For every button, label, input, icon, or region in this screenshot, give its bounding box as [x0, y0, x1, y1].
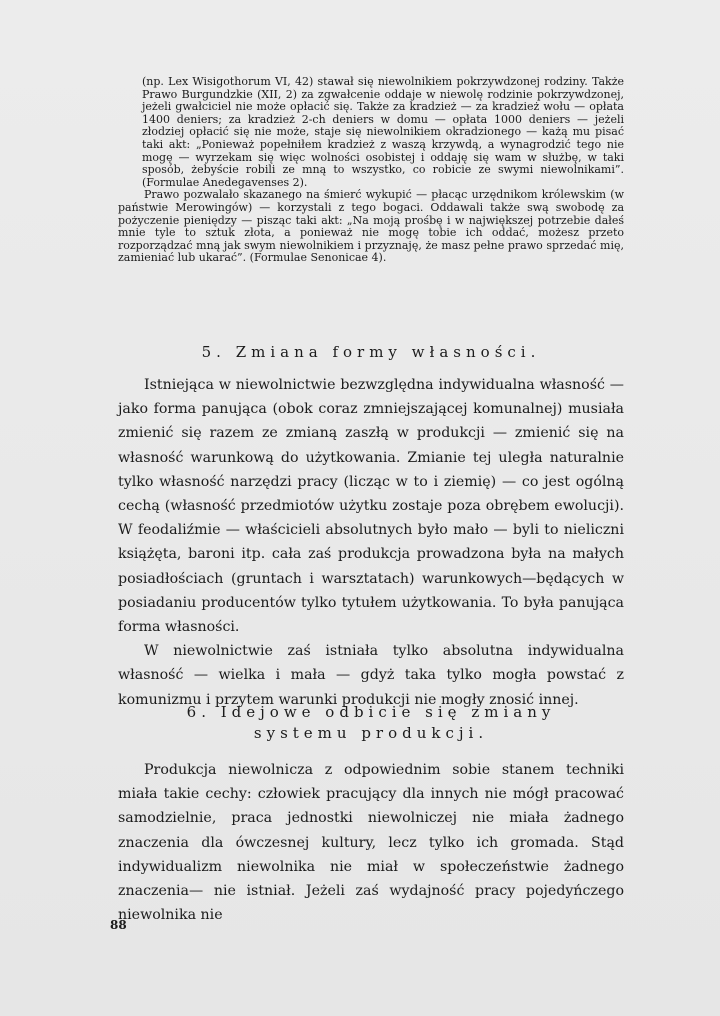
section-5-body — [118, 373, 624, 712]
quote-paragraph-1: (np. Lex Wisigothorum VI, 42) stawał się niewolnikiem pokrzywdzonej rodziny. Także Prawo Burgundzkie (XII, 2) za zgwałcenie oddaje w niewolę rodzinie pokrzywdzonej, jeżeli gwałciciel nie może opłacić się. Także za kradzież — za kradzież wołu — opłata 1400 deniers; za kradzież 2-ch deniers w domu — opłata 1000 deniers — jeżeli złodziej opłacić się nie może, staje się niewolnikiem okradzionego — każą mu pisać taki akt: „Ponieważ popełniłem kradzież z waszą krzywdą, a wynagrodzić tego nie mogę — wyrzekam się więc wolności osobistej i oddaję się wam w służbę, w taki sposób, żebyście robili ze mną to wszystko, co robicie ze swymi niewolnikami”. (Formulae Anedegavenses 2). — [142, 75, 624, 189]
quote-paragraph-2: Prawo pozwalało skazanego na śmierć wykupić — płacąc urzędnikom królewskim (w państwie Merowingów) — korzystali z tego bogaci. Oddawali także swą swobodę za pożyczenie pieniędzy — pisząc taki akt: „Na moją prośbę i w największej potrzebie dałeś mnie tyle to sztuk złota, a ponieważ nie mogę tobie ich oddać, możesz przeto rozporządzać mną jak swym niewolnikiem i przyznaję, że masz pełne prawo sprzedać mię, zamieniać lub ukarać”. (Formulae Senonicae 4). — [118, 188, 624, 265]
section-5-paragraph-1: Istniejąca w niewolnictwie bezwzględna indywidualna własność — jako forma panująca (obok coraz zmniejszającej komunalnej) musiała zmienić się razem ze zmianą zaszłą w produkcji — zmienić się na własność warunkową do użytkowania. Zmianie tej uległa naturalnie tylko własność narzędzi pracy (licząc w to i ziemię) — co jest ogólną cechą (własność przedmiotów użytku zostaje poza obrębem ewolucji). W feodaliźmie — właścicieli absolutnych było mało — byli to nieliczni książęta, baroni itp. cała zaś produkcja prowadzona była na małych posiadłościach (gruntach i warsztatach) warunkowych—będących w posiadaniu producentów tylko tytułem użytkowania. To była panująca forma własności. — [118, 377, 624, 636]
section-6-paragraph-1: Produkcja niewolnicza z odpowiednim sobie stanem techniki miała takie cechy: człowiek pracujący dla innych nie mógł pracować samodzielnie, praca jednostki niewolniczej nie miała żadnego znaczenia dla ówczesnej kultury, lecz tylko ich gromada. Stąd indywidualizm niewolnika nie miał w społeczeństwie żadnego znaczenia— nie istniał. Jeżeli zaś wydajność pracy pojedyńczego niewolnika nie — [118, 762, 624, 924]
page-number: 88 — [110, 918, 127, 932]
section-6-body — [118, 758, 624, 927]
section-5-paragraph-2: W niewolnictwie zaś istniała tylko absolutna indywidualna własność — wielka i mała — gdyż taka tylko mogła powstać z komunizmu i przytem warunki produkcji nie mogły znosić innej. — [118, 643, 624, 708]
section-6-heading: 6. Idejowe odbicie się zmiany systemu produkcji. — [186, 703, 556, 742]
quote-block — [118, 76, 624, 265]
section-5-heading: 5. Zmiana formy własności. — [201, 343, 541, 361]
